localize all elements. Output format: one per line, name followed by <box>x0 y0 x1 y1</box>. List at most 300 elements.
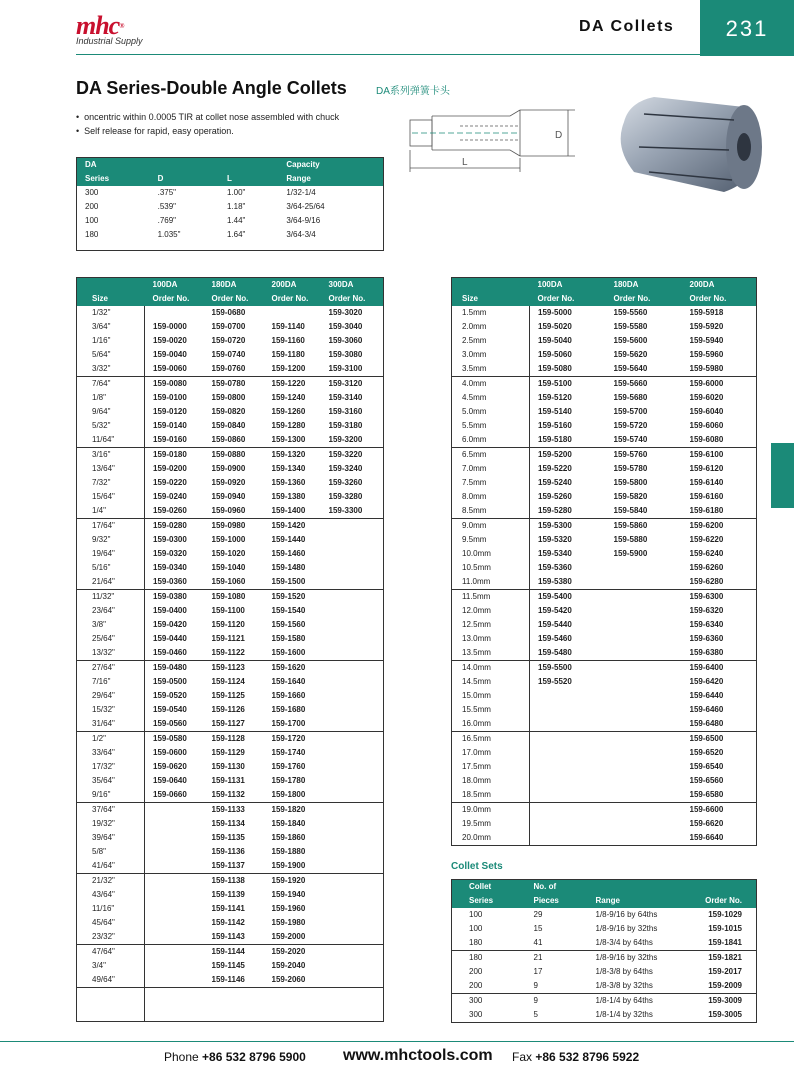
table-cell: 159-1144 <box>204 945 264 960</box>
table-cell: 159-6360 <box>689 634 724 643</box>
table-cell: 159-3220 <box>321 448 384 463</box>
table-cell <box>321 689 384 703</box>
table-cell <box>321 732 384 747</box>
table-cell <box>321 774 384 788</box>
table-cell <box>606 732 682 747</box>
table-cell <box>321 661 384 676</box>
table-cell: 3/64" <box>77 320 145 334</box>
table-row <box>77 732 384 747</box>
table-row <box>77 561 384 575</box>
table-cell <box>321 717 384 732</box>
table-cell: 159-5640 <box>613 364 648 373</box>
table-cell: 159-3280 <box>328 492 363 501</box>
table-cell: 1/4" <box>77 504 145 519</box>
table-row <box>77 348 384 362</box>
table-cell <box>321 831 384 845</box>
table-cell: 1.5mm <box>452 306 530 320</box>
table-cell: 159-6440 <box>689 691 724 700</box>
table-cell: 159-1580 <box>271 634 306 643</box>
table-cell: 16.5mm <box>452 732 530 747</box>
table-cell: 13.0mm <box>452 632 530 646</box>
table-cell: 159-0740 <box>211 350 246 359</box>
table-cell: 1/8" <box>77 391 145 405</box>
table-row <box>77 306 384 320</box>
table-row <box>77 362 384 377</box>
table-cell: 159-1139 <box>211 890 245 899</box>
table-row <box>452 519 757 534</box>
table-cell: 159-1240 <box>271 393 306 402</box>
col-header: Range <box>278 172 383 186</box>
table-row <box>452 965 757 979</box>
table-cell: 159-5680 <box>613 393 648 402</box>
table-cell: 159-1126 <box>211 705 245 714</box>
table-cell: 12.5mm <box>452 618 530 632</box>
table-cell: 1/8-1/4 by 64ths <box>588 994 688 1009</box>
table-cell: 159-1127 <box>211 719 245 728</box>
table-row <box>452 377 757 392</box>
table-cell <box>321 746 384 760</box>
table-row <box>77 590 384 605</box>
table-cell: 159-1040 <box>211 563 246 572</box>
table-row <box>452 334 757 348</box>
table-row <box>452 746 757 760</box>
table-cell <box>606 632 682 646</box>
table-cell: 159-1220 <box>264 377 321 392</box>
table-cell: 159-0380 <box>145 590 204 605</box>
table-cell <box>530 774 606 788</box>
col-header: 200DA <box>264 278 321 293</box>
table-cell: 37/64" <box>77 803 145 818</box>
table-cell: 2.0mm <box>452 320 530 334</box>
table-row <box>452 590 757 605</box>
table-row <box>77 717 384 732</box>
table-cell: 45/64" <box>77 916 145 930</box>
table-row <box>77 490 384 504</box>
table-cell: 159-1100 <box>211 606 245 615</box>
table-cell: 159-3080 <box>328 350 363 359</box>
table-cell: 159-1620 <box>264 661 321 676</box>
table-row <box>452 362 757 377</box>
table-cell: 159-0180 <box>145 448 204 463</box>
table-row <box>452 979 757 994</box>
table-cell: 159-0780 <box>204 377 264 392</box>
table-cell <box>321 632 384 646</box>
table-cell: 159-3200 <box>328 435 363 444</box>
table-cell <box>145 874 204 889</box>
table-row <box>77 575 384 590</box>
table-cell: 159-1520 <box>264 590 321 605</box>
table-cell: 159-1134 <box>211 819 245 828</box>
table-cell <box>145 973 204 988</box>
table-cell: 19/64" <box>77 547 145 561</box>
table-cell: 159-0100 <box>153 393 187 402</box>
table-cell: 159-6180 <box>689 506 724 515</box>
table-cell: 159-5440 <box>538 620 572 629</box>
table-cell: 159-1135 <box>211 833 245 842</box>
table-cell: 159-1900 <box>271 861 306 870</box>
table-cell <box>321 675 384 689</box>
table-cell <box>530 746 606 760</box>
table-cell: 200 <box>85 202 99 211</box>
table-row <box>77 945 384 960</box>
col-header <box>588 880 688 895</box>
table-cell: 159-0960 <box>211 506 246 515</box>
table-cell: 3/64-25/64 <box>286 202 325 211</box>
table-row <box>452 306 757 320</box>
table-cell: 159-1980 <box>271 918 306 927</box>
table-cell: 159-5860 <box>606 519 682 534</box>
table-cell: 1.18" <box>226 202 246 211</box>
table-header-row <box>452 292 757 306</box>
table-cell: 31/64" <box>77 717 145 732</box>
table-cell: 13.5mm <box>452 646 530 661</box>
table-row <box>452 462 757 476</box>
table-cell: 2.5mm <box>452 334 530 348</box>
col-header: Size <box>452 292 530 306</box>
table-cell <box>264 988 321 1022</box>
table-cell: 11.5mm <box>452 590 530 605</box>
footer-divider <box>0 1041 794 1042</box>
table-cell: 159-3009 <box>688 994 757 1009</box>
col-header: No. of <box>526 880 588 895</box>
table-cell <box>264 306 321 320</box>
table-cell: 159-1500 <box>271 577 306 586</box>
table-cell <box>145 306 204 320</box>
table-cell: 159-5700 <box>613 407 648 416</box>
table-cell: 12.0mm <box>452 604 530 618</box>
table-row <box>77 604 384 618</box>
table-cell: 23/64" <box>77 604 145 618</box>
table-cell <box>321 703 384 717</box>
table-cell <box>606 661 682 676</box>
table-cell <box>530 831 606 846</box>
table-cell <box>321 604 384 618</box>
table-row <box>452 348 757 362</box>
footer-phone: Phone +86 532 8796 5900 <box>164 1050 306 1064</box>
footer-website[interactable]: www.mhctools.com <box>343 1047 493 1064</box>
diameter-label: D <box>555 130 563 141</box>
table-row <box>77 774 384 788</box>
table-cell: 300 <box>85 188 99 197</box>
table-cell: 159-0460 <box>153 648 187 657</box>
table-cell: 17 <box>533 967 543 976</box>
table-cell <box>606 788 682 803</box>
table-cell: 159-5340 <box>538 549 572 558</box>
feature-list <box>76 110 339 138</box>
table-row <box>77 391 384 405</box>
table-row <box>77 433 384 448</box>
table-cell: 9 <box>533 981 538 990</box>
table-row <box>452 951 757 966</box>
table-row <box>77 504 384 519</box>
table-cell: 159-6580 <box>689 790 724 799</box>
fractional-collet-table <box>76 277 384 1022</box>
table-cell: 35/64" <box>77 774 145 788</box>
table-cell: 11/16" <box>77 902 145 916</box>
table-cell <box>321 845 384 859</box>
table-cell: 159-6320 <box>689 606 724 615</box>
table-cell: 159-1120 <box>211 620 245 629</box>
table-row <box>452 922 757 936</box>
table-row <box>452 575 757 590</box>
table-cell: 1.44" <box>226 216 246 225</box>
table-cell: 159-5660 <box>606 377 682 392</box>
table-row <box>77 703 384 717</box>
table-row <box>452 632 757 646</box>
table-cell: 29/64" <box>77 689 145 703</box>
table-cell: 200 <box>469 981 483 990</box>
table-cell: 159-0220 <box>153 478 187 487</box>
side-index-tab <box>771 443 794 508</box>
table-row <box>77 902 384 916</box>
table-cell: 159-5140 <box>538 407 572 416</box>
table-cell: 13/64" <box>77 462 145 476</box>
table-cell: 159-0680 <box>211 308 246 317</box>
table-row <box>452 476 757 490</box>
col-header: Order No. <box>682 292 757 306</box>
table-cell: 159-3120 <box>321 377 384 392</box>
table-cell: 29 <box>533 910 543 919</box>
table-cell: 159-6040 <box>689 407 724 416</box>
table-cell <box>606 590 682 605</box>
col-header: Series <box>452 894 526 908</box>
table-cell: 159-5840 <box>613 506 648 515</box>
table-cell: 100 <box>469 924 483 933</box>
col-header: Order No. <box>264 292 321 306</box>
table-cell: 159-6400 <box>682 661 757 676</box>
table-cell: 159-1460 <box>271 549 306 558</box>
table-cell: 159-5600 <box>613 336 648 345</box>
table-cell: 159-5720 <box>613 421 648 430</box>
table-cell <box>204 988 264 1022</box>
table-row <box>77 405 384 419</box>
table-row <box>77 675 384 689</box>
col-header: Size <box>77 292 145 306</box>
table-cell <box>606 646 682 661</box>
table-cell <box>321 788 384 803</box>
table-cell: 159-1140 <box>271 322 305 331</box>
table-cell: 159-0420 <box>153 620 187 629</box>
table-cell <box>321 590 384 605</box>
table-row <box>77 214 384 228</box>
table-cell: .375" <box>157 188 177 197</box>
table-cell: 159-3100 <box>328 364 363 373</box>
collet-sets-title: Collet Sets <box>451 861 503 872</box>
table-cell: 159-1000 <box>211 535 246 544</box>
table-cell: 159-3005 <box>708 1010 742 1019</box>
table-cell: 159-5380 <box>538 577 572 586</box>
table-cell: 3/64-3/4 <box>286 230 316 239</box>
table-row <box>77 760 384 774</box>
mhc-logo <box>76 11 196 50</box>
table-cell: 159-1720 <box>264 732 321 747</box>
table-cell: 159-6000 <box>682 377 757 392</box>
table-cell <box>530 703 606 717</box>
table-row <box>452 405 757 419</box>
table-cell: 159-6600 <box>682 803 757 818</box>
table-cell: 5/64" <box>77 348 145 362</box>
table-cell: 159-5400 <box>530 590 606 605</box>
table-cell: 159-1740 <box>271 748 306 757</box>
table-cell: 159-5880 <box>613 535 648 544</box>
table-cell: 159-1015 <box>708 924 742 933</box>
table-cell <box>321 988 384 1022</box>
table-cell: 9 <box>526 994 588 1009</box>
table-cell: 159-5420 <box>538 606 572 615</box>
table-header-row <box>77 172 384 186</box>
table-cell: 1/8-9/16 by 32ths <box>595 924 658 933</box>
table-row <box>452 774 757 788</box>
table-cell: .539" <box>157 202 177 211</box>
table-cell: 15.5mm <box>452 703 530 717</box>
table-cell: 159-6640 <box>689 833 724 842</box>
header-divider <box>76 54 700 55</box>
col-header: Order No. <box>606 292 682 306</box>
table-cell: 159-3160 <box>328 407 363 416</box>
table-header-row <box>452 894 757 908</box>
table-cell: 159-1160 <box>271 336 305 345</box>
table-cell: 159-1029 <box>708 910 742 919</box>
table-row <box>77 632 384 646</box>
table-cell: 5/16" <box>77 561 145 575</box>
table-cell: 159-0480 <box>145 661 204 676</box>
table-cell: 3/32" <box>77 362 145 377</box>
table-cell: 159-1680 <box>271 705 306 714</box>
table-cell: 159-1133 <box>204 803 264 818</box>
table-row <box>452 717 757 732</box>
table-cell: 180 <box>85 230 99 239</box>
table-cell: 159-6060 <box>689 421 724 430</box>
table-cell: 9/32" <box>77 533 145 547</box>
table-cell: 159-3300 <box>328 506 363 515</box>
table-cell <box>145 859 204 874</box>
table-cell: 159-3020 <box>328 308 363 317</box>
table-cell: 23/32" <box>77 930 145 945</box>
table-cell <box>321 859 384 874</box>
table-cell: 159-6520 <box>689 748 724 757</box>
table-cell: 15/64" <box>77 490 145 504</box>
table-cell: 159-5200 <box>530 448 606 463</box>
table-cell: 41 <box>533 938 543 947</box>
table-row <box>452 433 757 448</box>
table-row <box>452 1008 757 1023</box>
collet-sets-table <box>451 879 757 1023</box>
feature-item: • oncentric within 0.0005 TIR at collet nose assembled with chuck <box>76 110 339 124</box>
length-label: L <box>462 157 468 168</box>
table-row <box>77 448 384 463</box>
table-cell <box>606 817 682 831</box>
table-cell: 7/32" <box>77 476 145 490</box>
table-cell: 159-1260 <box>271 407 306 416</box>
table-cell: 159-6480 <box>689 719 724 728</box>
table-row <box>452 504 757 519</box>
table-cell: 159-0300 <box>153 535 187 544</box>
table-cell: 5/32" <box>77 419 145 433</box>
table-cell <box>145 916 204 930</box>
table-cell: 7/64" <box>77 377 145 392</box>
table-cell: 159-1143 <box>211 932 245 941</box>
table-cell <box>321 916 384 930</box>
table-cell: 159-6220 <box>689 535 724 544</box>
table-cell: 1/8-3/4 by 64ths <box>595 938 653 947</box>
table-cell: 159-5560 <box>613 308 648 317</box>
table-row <box>77 476 384 490</box>
page-number: 231 <box>700 0 794 56</box>
table-cell: 159-6420 <box>689 677 724 686</box>
feature-item: • Self release for rapid, easy operation. <box>76 124 339 138</box>
table-row <box>452 817 757 831</box>
table-cell: 159-0080 <box>145 377 204 392</box>
table-cell: 159-1880 <box>271 847 306 856</box>
table-cell: 1.64" <box>226 230 246 239</box>
table-cell <box>321 874 384 889</box>
table-cell <box>530 760 606 774</box>
table-cell: 159-1560 <box>271 620 306 629</box>
table-row <box>77 200 384 214</box>
table-cell <box>278 242 383 250</box>
table-cell <box>606 746 682 760</box>
table-cell <box>606 703 682 717</box>
table-row <box>452 908 757 922</box>
table-cell: 3.5mm <box>452 362 530 377</box>
table-row <box>452 604 757 618</box>
table-cell: 16.0mm <box>452 717 530 732</box>
table-row <box>77 831 384 845</box>
table-row <box>77 746 384 760</box>
table-row <box>452 490 757 504</box>
table-cell: 3/8" <box>77 618 145 632</box>
table-cell: 159-0160 <box>153 435 187 444</box>
col-header: D <box>150 172 219 186</box>
table-cell: 159-0820 <box>211 407 246 416</box>
table-row <box>452 661 757 676</box>
table-cell: 10.0mm <box>452 547 530 561</box>
table-cell <box>606 760 682 774</box>
table-cell: 159-1136 <box>211 847 245 856</box>
table-cell: 19.0mm <box>452 803 530 818</box>
table-cell: 159-6120 <box>689 464 724 473</box>
col-header: L <box>219 172 278 186</box>
table-cell: 159-1200 <box>271 364 306 373</box>
table-row <box>452 803 757 818</box>
table-row <box>77 888 384 902</box>
table-row <box>77 788 384 803</box>
table-cell: 159-6260 <box>689 563 724 572</box>
table-cell: 159-5980 <box>689 364 724 373</box>
table-cell <box>145 803 204 818</box>
table-cell: 159-1121 <box>211 634 245 643</box>
table-cell: 13/32" <box>77 646 145 661</box>
table-cell: 159-1360 <box>271 478 306 487</box>
table-cell: 159-5620 <box>613 350 648 359</box>
table-cell: 159-3140 <box>328 393 363 402</box>
col-header <box>77 278 145 293</box>
table-cell: 159-0900 <box>211 464 246 473</box>
table-cell: 159-1640 <box>271 677 306 686</box>
table-cell: 47/64" <box>77 945 145 960</box>
table-cell <box>530 817 606 831</box>
table-cell: 159-1821 <box>688 951 757 966</box>
table-cell: 159-5460 <box>538 634 572 643</box>
table-cell: 19.5mm <box>452 817 530 831</box>
table-row <box>452 994 757 1009</box>
table-cell: 159-1600 <box>271 648 306 657</box>
table-cell: 159-5360 <box>538 563 572 572</box>
col-header <box>219 158 278 173</box>
table-row <box>77 646 384 661</box>
table-cell: 159-5940 <box>689 336 724 345</box>
table-cell: 159-0880 <box>204 448 264 463</box>
